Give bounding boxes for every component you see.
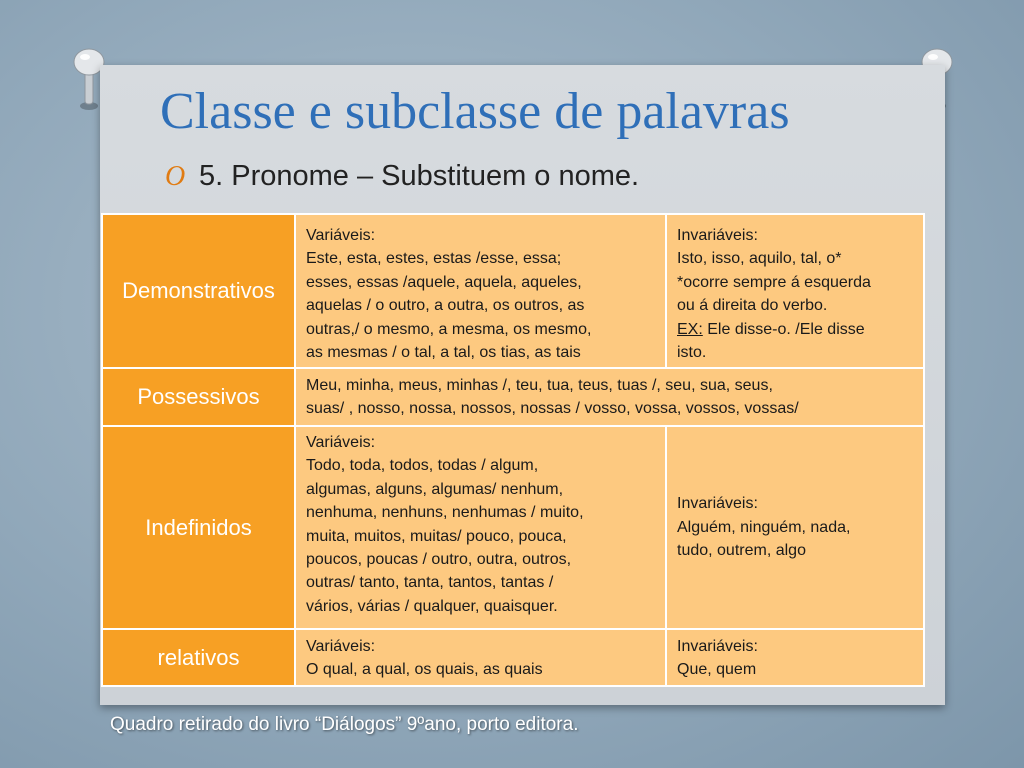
text-line: O qual, a qual, os quais, as quais (306, 661, 543, 679)
text-line: Isto, isso, aquilo, tal, o* (677, 250, 842, 268)
bullet-marker: O (165, 161, 186, 192)
demonstrativos-variaveis-cell (295, 214, 666, 368)
invariaveis-label: Invariáveis: (677, 227, 758, 244)
indefinidos-variaveis-cell (295, 426, 666, 629)
category-possessivos: Possessivos (102, 368, 295, 426)
category-relativos: relativos (102, 629, 295, 686)
indefinidos-invariaveis-cell (666, 426, 924, 629)
text-line: suas/ , nosso, nossa, nossos, nossas / vosso, vossa, vossos, vossas/ (306, 400, 799, 418)
text-line: Meu, minha, meus, minhas /, teu, tua, teus, tuas /, seu, sua, seus, (306, 377, 773, 394)
text-line: tudo, outrem, algo (677, 542, 806, 560)
text-line: algumas, alguns, algumas/ nenhum, (306, 480, 564, 498)
text-line: Que, quem (677, 661, 757, 679)
text-line: ou á direita do verbo. (677, 297, 828, 315)
variaveis-label: Variáveis: (306, 434, 376, 451)
text-line: as mesmas / o tal, a tal, os tias, as tais (306, 344, 581, 362)
variaveis-label: Variáveis: (306, 638, 376, 655)
relativos-invariaveis-cell (666, 629, 924, 686)
example-label: EX: (677, 320, 703, 338)
text-line: aquelas / o outro, a outra, os outros, as (306, 297, 585, 315)
text-line: vários, várias / qualquer, quaisquer. (306, 597, 558, 615)
text-line: nenhuma, nenhuns, nenhumas / muito, (306, 504, 584, 522)
possessivos-cell (295, 368, 924, 426)
text-line: poucos, poucas / outro, outra, outros, (306, 551, 572, 569)
text-line: Alguém, ninguém, nada, (677, 518, 851, 536)
text-line: esses, essas /aquele, aquela, aqueles, (306, 273, 582, 291)
example-text: Ele disse-o. /Ele disse (702, 320, 865, 338)
category-demonstrativos: Demonstrativos (102, 214, 295, 368)
text-line: isto. (677, 344, 707, 362)
table-row-demonstrativos (102, 214, 924, 368)
table-row-relativos (102, 629, 924, 686)
invariaveis-label: Invariáveis: (677, 495, 758, 513)
demonstrativos-invariaveis-cell (666, 214, 924, 368)
text-line: *ocorre sempre á esquerda (677, 273, 871, 291)
text-line: outras/ tanto, tanta, tantos, tantas / (306, 574, 554, 592)
text-line: outras,/ o mesmo, a mesma, os mesmo, (306, 320, 592, 338)
example-line (677, 318, 913, 341)
text-line: muita, muitos, muitas/ pouco, pouca, (306, 527, 567, 545)
invariaveis-label: Invariáveis: (677, 638, 758, 655)
bullet-point (165, 160, 639, 193)
text-line: Todo, toda, todos, todas / algum, (306, 457, 539, 475)
relativos-variaveis-cell (295, 629, 666, 686)
table-row-indefinidos (102, 426, 924, 629)
category-indefinidos: Indefinidos (102, 426, 295, 629)
text-line: Este, esta, estes, estas /esse, essa; (306, 250, 562, 268)
bullet-text: 5. Pronome – Substituem o nome. (199, 160, 640, 192)
variaveis-label: Variáveis: (306, 227, 376, 244)
table-row-possessivos (102, 368, 924, 426)
source-caption: Quadro retirado do livro “Diálogos” 9ºano, porto editora. (110, 714, 579, 735)
pronoun-table (101, 213, 925, 687)
slide-title: Classe e subclasse de palavras (160, 83, 790, 140)
